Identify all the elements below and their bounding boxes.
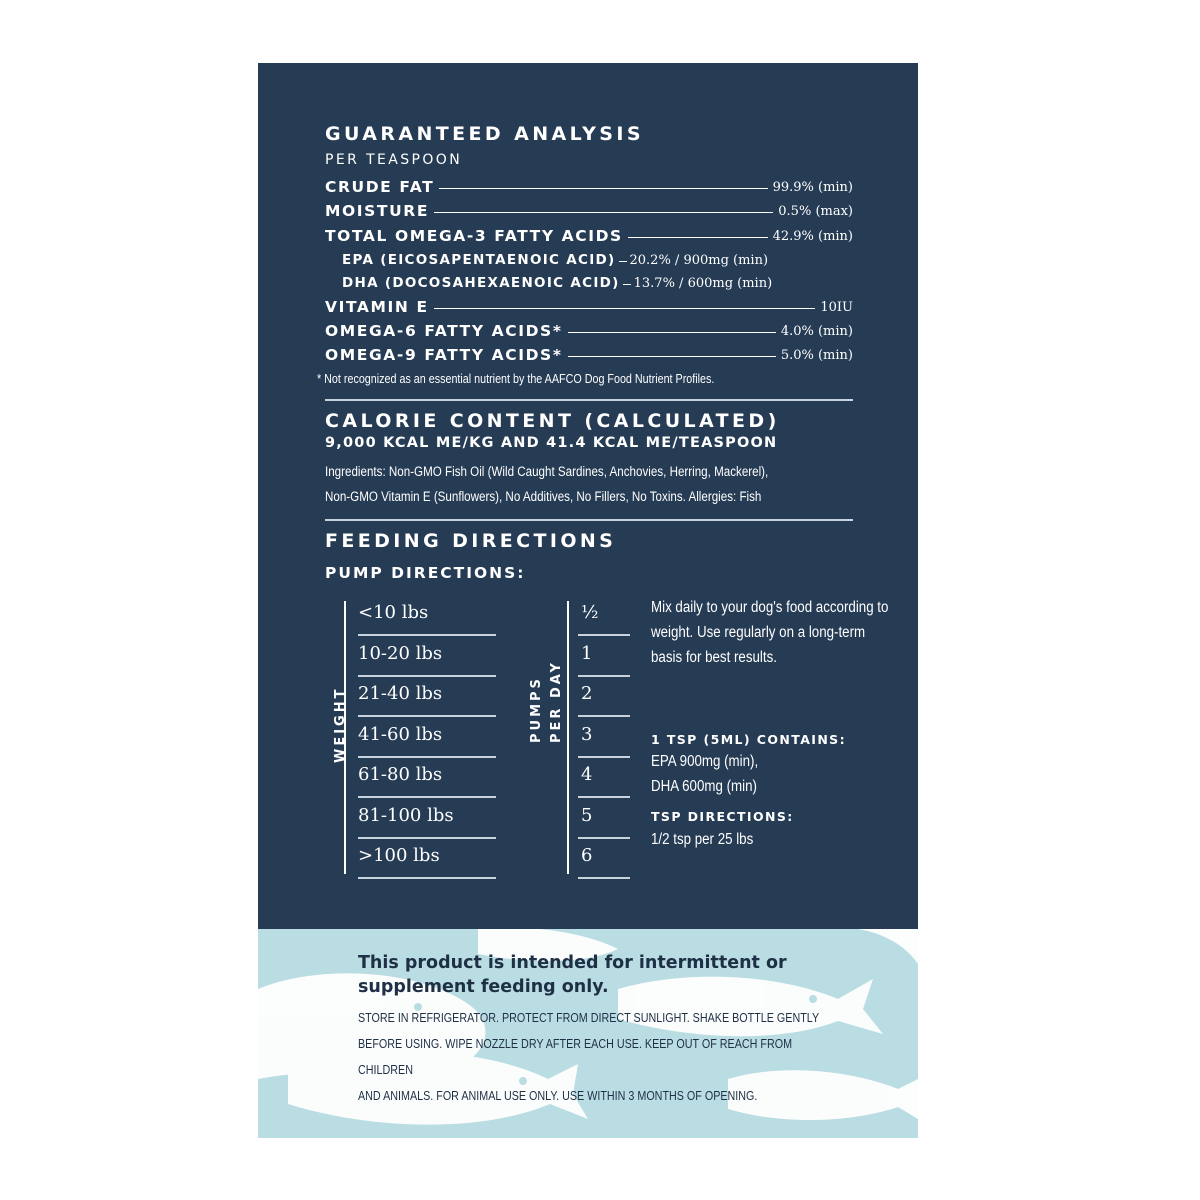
ga-footnote: * Not recognized as an essential nutrient by the AAFCO Dog Food Nutrient Profiles. bbox=[317, 372, 715, 386]
ga-row-value: 0.5% (max) bbox=[778, 203, 853, 219]
tsp-contains-dha: DHA 600mg (min) bbox=[651, 778, 757, 795]
product-label-panel bbox=[258, 63, 918, 1138]
pumps-cell bbox=[578, 675, 630, 717]
ga-row-epa bbox=[342, 249, 853, 271]
ga-row-name: TOTAL OMEGA-3 FATTY ACIDS bbox=[325, 227, 623, 245]
ga-row-moisture bbox=[325, 200, 853, 222]
ga-row-leader bbox=[623, 284, 631, 285]
weight-value: 41-60 lbs bbox=[358, 724, 443, 745]
pumps-value: 5 bbox=[581, 805, 593, 826]
ga-row-value: 5.0% (min) bbox=[780, 347, 853, 363]
feeding-instructions: Mix daily to your dog's food according to weight. Use regularly on a long-term basis for best results. bbox=[651, 599, 889, 666]
weight-cell bbox=[358, 756, 496, 798]
weight-value: 21-40 lbs bbox=[358, 683, 443, 704]
pumps-per-day-label bbox=[527, 660, 567, 743]
label-dark-section bbox=[258, 63, 918, 908]
ga-row-leader bbox=[434, 212, 773, 213]
pumps-value: 2 bbox=[581, 683, 593, 704]
ga-row-value: 20.2% / 900mg (min) bbox=[629, 252, 769, 268]
guaranteed-analysis-title: GUARANTEED ANALYSIS bbox=[325, 123, 644, 145]
pumps-label-line-1: PUMPS bbox=[529, 676, 544, 743]
guaranteed-analysis-subtitle: PER TEASPOON bbox=[325, 152, 463, 168]
ga-row-name: EPA (EICOSAPENTAENOIC ACID) bbox=[342, 252, 616, 268]
tsp-contains-title: 1 TSP (5ML) CONTAINS: bbox=[651, 732, 846, 747]
storage-text-block bbox=[358, 951, 918, 1109]
ingredients-text bbox=[325, 459, 841, 509]
storage-instructions bbox=[358, 1005, 840, 1109]
ga-row-name: MOISTURE bbox=[325, 202, 430, 220]
divider-stripe bbox=[258, 908, 918, 914]
storage-line-1: STORE IN REFRIGERATOR. PROTECT FROM DIRECT SUNLIGHT. SHAKE BOTTLE GENTLY bbox=[358, 1011, 820, 1025]
storage-line-3: AND ANIMALS. FOR ANIMAL USE ONLY. USE WITHIN 3 MONTHS OF OPENING. bbox=[358, 1089, 758, 1103]
pumps-cell bbox=[578, 635, 630, 677]
ga-row-leader bbox=[568, 332, 776, 333]
pumps-value: 3 bbox=[581, 724, 593, 745]
ga-row-name: OMEGA-9 FATTY ACIDS* bbox=[325, 346, 563, 364]
ga-row-name: DHA (DOCOSAHEXAENOIC ACID) bbox=[342, 275, 620, 291]
tsp-contains-epa: EPA 900mg (min), bbox=[651, 753, 759, 770]
ga-row-omega-3 bbox=[325, 225, 853, 247]
pumps-label-line-2: PER DAY bbox=[549, 660, 564, 743]
ga-row-leader bbox=[568, 356, 776, 357]
ga-row-leader bbox=[619, 261, 627, 262]
feeding-notice: This product is intended for intermittent or supplement feeding only. bbox=[358, 953, 787, 997]
feeding-directions-title: FEEDING DIRECTIONS bbox=[325, 530, 617, 552]
ga-row-leader bbox=[439, 188, 767, 189]
ga-row-vitamin-e bbox=[325, 296, 853, 318]
calorie-content-title: CALORIE CONTENT (CALCULATED) bbox=[325, 410, 780, 432]
pumps-cell bbox=[578, 716, 630, 758]
ga-row-name: VITAMIN E bbox=[325, 298, 429, 316]
pumps-value: 4 bbox=[581, 764, 593, 785]
ga-row-value: 42.9% (min) bbox=[772, 228, 853, 244]
calorie-content-value: 9,000 KCAL ME/KG AND 41.4 KCAL ME/TEASPOON bbox=[325, 435, 778, 451]
weight-value: <10 lbs bbox=[358, 602, 429, 623]
tsp-contains-text bbox=[651, 749, 892, 799]
weight-column-bar bbox=[344, 601, 346, 874]
pump-directions-title: PUMP DIRECTIONS: bbox=[325, 564, 526, 582]
weight-cell bbox=[358, 837, 496, 879]
ingredients-line-1: Ingredients: Non-GMO Fish Oil (Wild Caught Sardines, Anchovies, Herring, Mackerel), bbox=[325, 464, 769, 479]
divider bbox=[325, 519, 853, 521]
ingredients-line-2: Non-GMO Vitamin E (Sunflowers), No Additives, No Fillers, No Toxins. Allergies: Fish bbox=[325, 489, 762, 504]
ga-row-name: CRUDE FAT bbox=[325, 178, 435, 196]
pumps-cell bbox=[578, 594, 630, 636]
weight-value: 10-20 lbs bbox=[358, 643, 443, 664]
storage-section bbox=[258, 929, 918, 1138]
weight-cell bbox=[358, 675, 496, 717]
divider bbox=[325, 399, 853, 401]
pumps-cell bbox=[578, 837, 630, 879]
ga-row-name: OMEGA-6 FATTY ACIDS* bbox=[325, 322, 563, 340]
ga-row-value: 4.0% (min) bbox=[780, 323, 853, 339]
pumps-value: ½ bbox=[581, 602, 599, 623]
pumps-value: 6 bbox=[581, 845, 593, 866]
pumps-value: 1 bbox=[581, 643, 593, 664]
pumps-column-bar bbox=[567, 601, 569, 874]
storage-line-2: BEFORE USING. WIPE NOZZLE DRY AFTER EACH USE. KEEP OUT OF REACH FROM CHILDREN bbox=[358, 1037, 793, 1077]
ga-row-dha bbox=[342, 272, 853, 294]
tsp-directions-title: TSP DIRECTIONS: bbox=[651, 809, 794, 824]
weight-value: 61-80 lbs bbox=[358, 764, 443, 785]
pumps-cell bbox=[578, 797, 630, 839]
pumps-cell bbox=[578, 756, 630, 798]
ga-row-value: 99.9% (min) bbox=[772, 179, 853, 195]
weight-cell bbox=[358, 594, 496, 636]
ga-row-omega-6 bbox=[325, 320, 853, 342]
ga-row-omega-9 bbox=[325, 344, 853, 366]
weight-cell bbox=[358, 635, 496, 677]
ga-row-crude-fat bbox=[325, 176, 853, 198]
weight-cell bbox=[358, 797, 496, 839]
weight-axis-label: WEIGHT bbox=[333, 686, 348, 763]
ga-row-value: 13.7% / 600mg (min) bbox=[633, 275, 773, 291]
weight-cell bbox=[358, 716, 496, 758]
ga-row-leader bbox=[434, 308, 816, 309]
weight-value: >100 lbs bbox=[358, 845, 440, 866]
ga-row-value: 10IU bbox=[820, 299, 853, 315]
tsp-directions-text: 1/2 tsp per 25 lbs bbox=[651, 831, 754, 848]
ga-row-leader bbox=[628, 237, 768, 238]
weight-value: 81-100 lbs bbox=[358, 805, 454, 826]
